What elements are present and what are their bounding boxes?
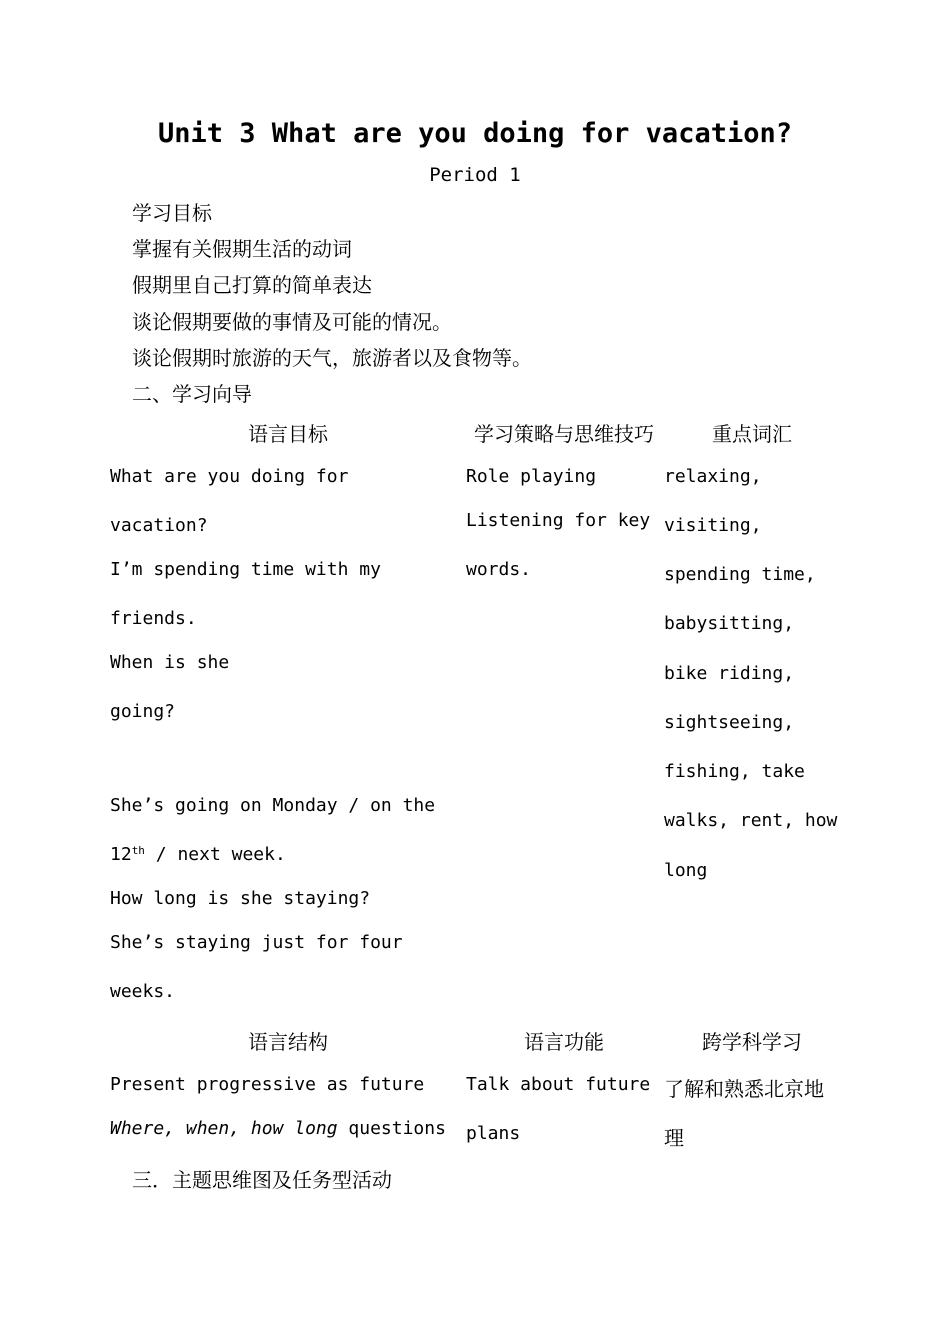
- vocabulary-line: sightseeing,: [664, 712, 795, 733]
- language-goal-line: weeks.: [110, 981, 176, 1002]
- language-goal-line: She’s staying just for four: [110, 932, 403, 953]
- strategy-line: Role playing: [466, 466, 597, 487]
- vocabulary-line: fishing, take: [664, 761, 805, 782]
- structure-line: Where, when, how long questions: [110, 1118, 446, 1139]
- structure-line: Present progressive as future: [110, 1074, 425, 1095]
- function-line: plans: [466, 1123, 521, 1144]
- table2-header-cross-curricular: 跨学科学习: [702, 1030, 802, 1054]
- vocabulary-line: walks, rent, how: [664, 810, 838, 831]
- table2-header-structures: 语言结构: [248, 1030, 328, 1054]
- objective-item: 谈论假期时旅游的天气，旅游者以及食物等。: [132, 346, 532, 370]
- table2-header-functions: 语言功能: [524, 1030, 604, 1054]
- language-goal-line: vacation?: [110, 515, 208, 536]
- cross-curricular-line: 了解和熟悉北京地: [664, 1077, 824, 1101]
- vocabulary-line: babysitting,: [664, 613, 795, 634]
- language-goal-line: What are you doing for: [110, 466, 349, 487]
- language-goal-line: I’m spending time with my: [110, 559, 381, 580]
- strategy-line: words.: [466, 559, 532, 580]
- page-title: Unit 3 What are you doing for vacation?: [158, 118, 792, 149]
- language-goal-line: 12th / next week.: [110, 844, 286, 865]
- table1-header-language-goals: 语言目标: [248, 422, 328, 446]
- objective-item: 掌握有关假期生活的动词: [132, 237, 352, 261]
- language-goal-line: going?: [110, 701, 176, 722]
- period-label: Period 1: [429, 164, 521, 186]
- objective-item: 谈论假期要做的事情及可能的情况。: [132, 310, 452, 334]
- vocabulary-line: relaxing,: [664, 466, 762, 487]
- objective-item: 假期里自己打算的简单表达: [132, 273, 372, 297]
- language-goal-line: How long is she staying?: [110, 888, 371, 909]
- vocabulary-line: spending time,: [664, 564, 816, 585]
- table1-header-vocabulary: 重点词汇: [712, 422, 792, 446]
- cross-curricular-line: 理: [664, 1126, 684, 1150]
- vocabulary-line: long: [664, 860, 708, 881]
- section2-heading: 二、学习向导: [132, 382, 252, 406]
- language-goal-line: When is she: [110, 652, 230, 673]
- strategy-line: Listening for key: [466, 510, 651, 531]
- table1-header-strategies: 学习策略与思维技巧: [474, 422, 654, 446]
- section1-heading: 学习目标: [132, 201, 212, 225]
- section3-heading: 三．主题思维图及任务型活动: [132, 1168, 392, 1192]
- function-line: Talk about future: [466, 1074, 651, 1095]
- vocabulary-line: visiting,: [664, 515, 762, 536]
- language-goal-line: She’s going on Monday / on the: [110, 795, 436, 816]
- vocabulary-line: bike riding,: [664, 663, 795, 684]
- language-goal-line: friends.: [110, 608, 197, 629]
